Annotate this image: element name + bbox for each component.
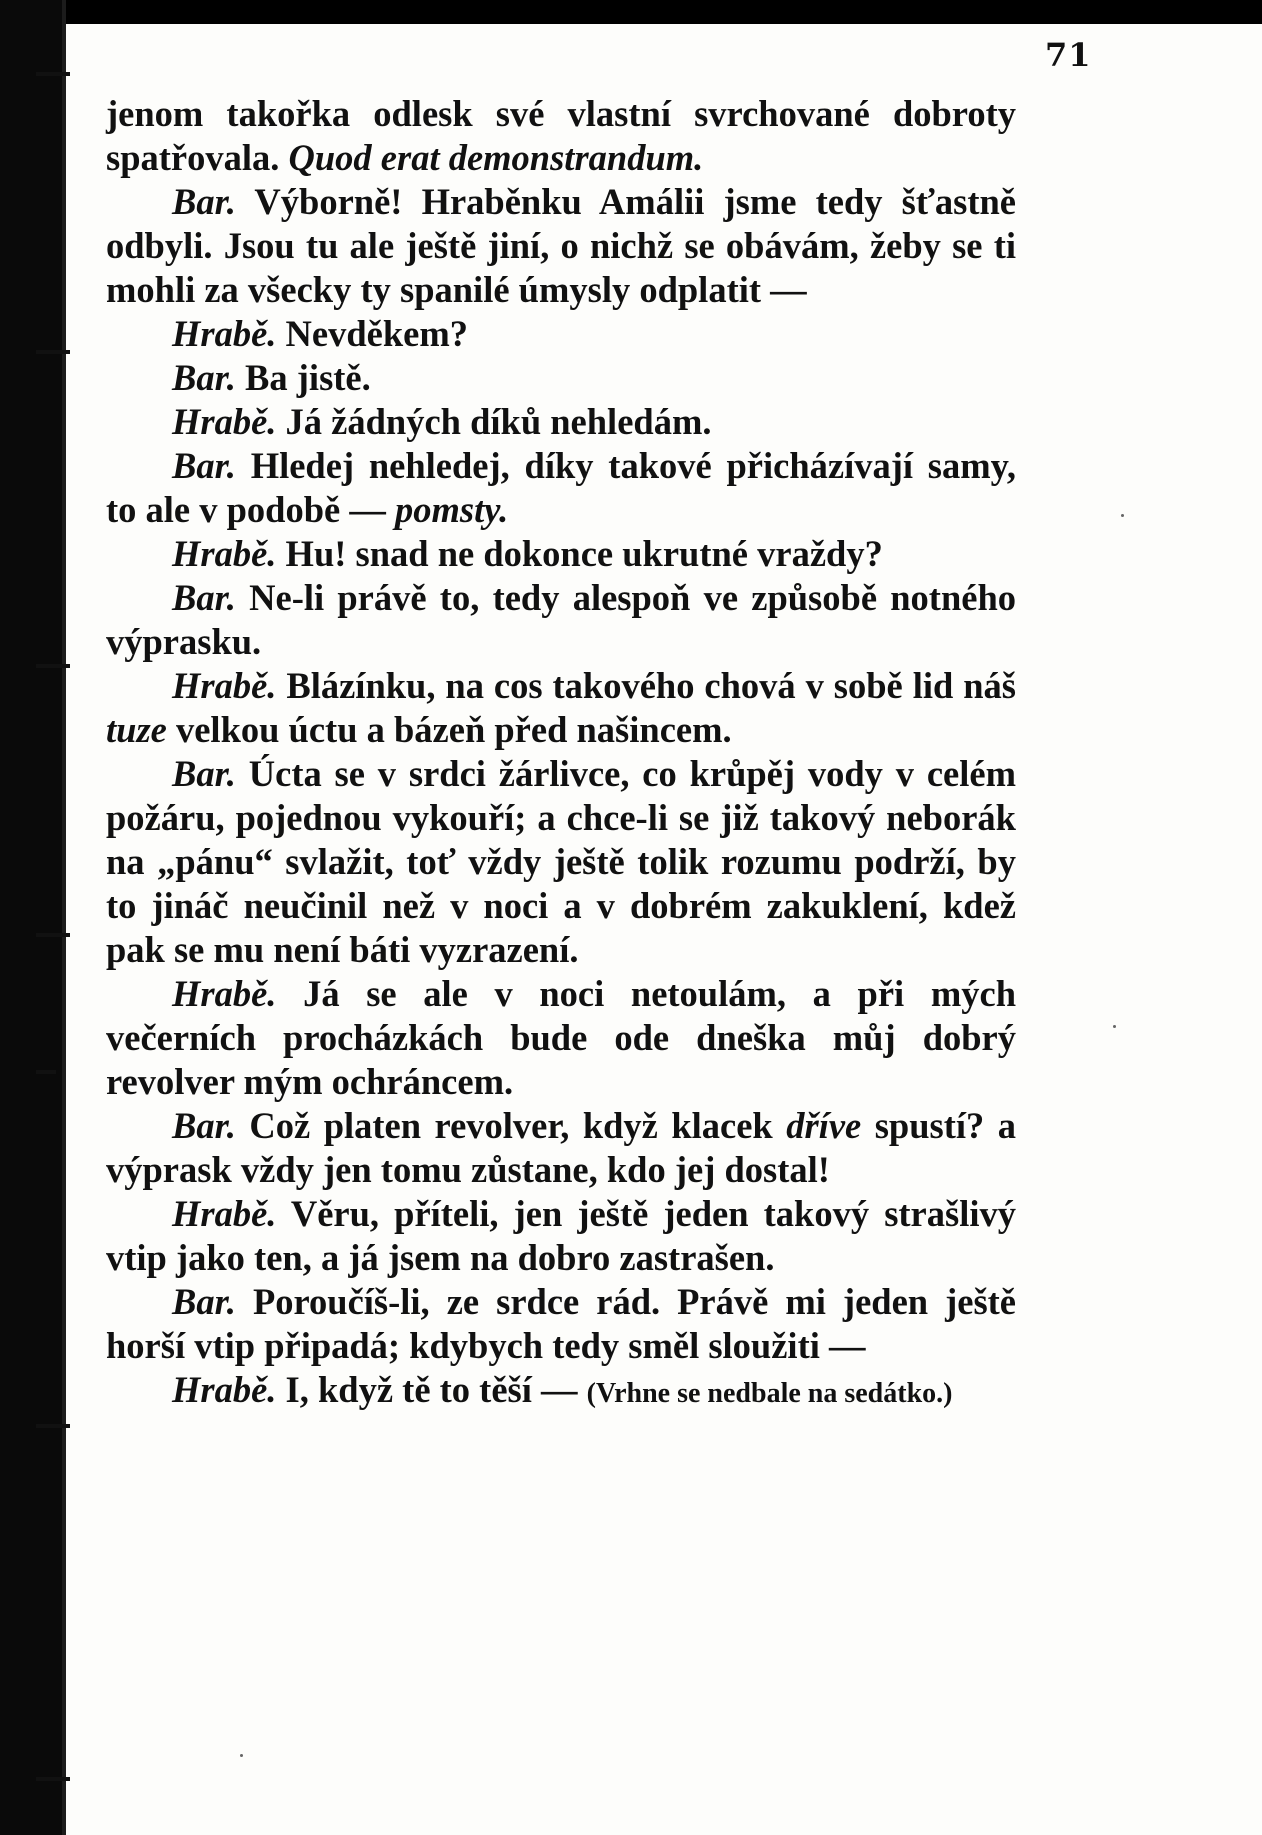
text-run: Výborně! Hraběnku Amálii jsme tedy šťastně odbyli. Jsou tu ale ještě jiní, o nichž se obávám, žeby se ti mohli za všecky ty spanilé úmysly odplatit —: [106, 181, 1016, 310]
text-run: spustí? a výprask vždy jen tomu zůstane, kdo jej dostal!: [106, 1105, 1017, 1190]
paragraph: [106, 356, 1016, 400]
text-run: Já se ale v noci netoulám, a při mých večerních procházkách bude ode dneška můj dobrý revolver mým ochráncem.: [106, 973, 1016, 1102]
speaker-name: Bar.: [172, 753, 236, 794]
paragraph: [106, 1280, 1016, 1368]
paragraph: [106, 180, 1016, 312]
paragraph: [106, 444, 1016, 532]
text-run: Hu! snad ne dokonce ukrutné vraždy?: [276, 533, 883, 574]
page-number: 71: [1045, 36, 1092, 74]
margin-tick: [36, 664, 70, 668]
stage-direction: (Vrhne se nedbale na sedátko.): [586, 1378, 953, 1409]
margin-tick: [36, 72, 70, 76]
paragraph: [106, 576, 1016, 664]
text-run: Já žádných díků nehledám.: [276, 401, 712, 442]
paragraph: [106, 1104, 1016, 1192]
speaker-name: Hrabě.: [172, 401, 277, 442]
text-run: Ne-li právě to, tedy alespoň ve způsobě notného výprasku.: [106, 577, 1016, 662]
emphasis-text: Quod erat demonstrandum.: [288, 137, 704, 178]
paragraph: [106, 532, 1016, 576]
margin-tick: [36, 1070, 56, 1074]
speaker-name: Bar.: [172, 577, 236, 618]
paragraph: [106, 664, 1016, 752]
paragraph: [106, 972, 1016, 1104]
speaker-name: Bar.: [172, 357, 236, 398]
text-run: I, když tě to těší —: [276, 1369, 587, 1410]
scan-speck: [240, 1754, 243, 1757]
text-run: jenom takořka odlesk své vlastní svrchované dobroty spatřovala.: [106, 93, 1016, 178]
dialogue-text: [106, 92, 1016, 1416]
paragraph: [106, 1192, 1016, 1280]
margin-tick: [36, 933, 70, 937]
scan-left-margin: [0, 0, 62, 1835]
margin-tick: [36, 1777, 70, 1781]
paragraph: [106, 400, 1016, 444]
speaker-name: Bar.: [172, 445, 236, 486]
text-run: Což platen revolver, když klacek: [235, 1105, 787, 1146]
speaker-name: Hrabě.: [172, 1193, 277, 1234]
emphasis-text: dříve: [786, 1105, 862, 1146]
emphasis-text: tuze: [106, 709, 167, 750]
text-run: Úcta se v srdci žárlivce, co krůpěj vody v celém požáru, pojednou vykouří; a chce-li se již takový neborák na „pánu“ svlažit, toť vždy ještě tolik rozumu podrží, by to jináč neučinil než v noci a v dobrém zakuklení, kdež pak se mu není báti vyzrazení.: [106, 753, 1016, 970]
speaker-name: Hrabě.: [172, 1369, 277, 1410]
text-run: Poroučíš-li, ze srdce rád. Právě mi jeden ještě horší vtip připadá; kdybych tedy směl sloužiti —: [106, 1281, 1016, 1366]
paragraph: [106, 752, 1016, 972]
text-run: Ba jistě.: [235, 357, 371, 398]
scan-speck: [1121, 514, 1124, 517]
speaker-name: Bar.: [172, 1281, 236, 1322]
speaker-name: Hrabě.: [172, 973, 277, 1014]
speaker-name: Bar.: [172, 181, 236, 222]
text-run: Věru, příteli, jen ještě jeden takový strašlivý vtip jako ten, a já jsem na dobro zastrašen.: [106, 1193, 1016, 1278]
speaker-name: Hrabě.: [172, 533, 277, 574]
speaker-name: Hrabě.: [172, 313, 277, 354]
paragraph: [106, 92, 1016, 180]
text-run: velkou úctu a bázeň před našincem.: [166, 709, 732, 750]
emphasis-text: pomsty.: [394, 489, 509, 530]
text-run: Nevděkem?: [276, 313, 469, 354]
paragraph: [106, 312, 1016, 356]
scan-speck: [1113, 1025, 1116, 1028]
speaker-name: Bar.: [172, 1105, 236, 1146]
margin-tick: [36, 350, 70, 354]
speaker-name: Hrabě.: [172, 665, 277, 706]
text-run: Hledej nehledej, díky takové přicházívají samy, to ale v podobě —: [106, 445, 1016, 530]
text-run: Blázínku, na cos takového chová v sobě lid náš: [276, 665, 1016, 706]
paragraph: [106, 1368, 1016, 1416]
margin-tick: [36, 1424, 70, 1428]
